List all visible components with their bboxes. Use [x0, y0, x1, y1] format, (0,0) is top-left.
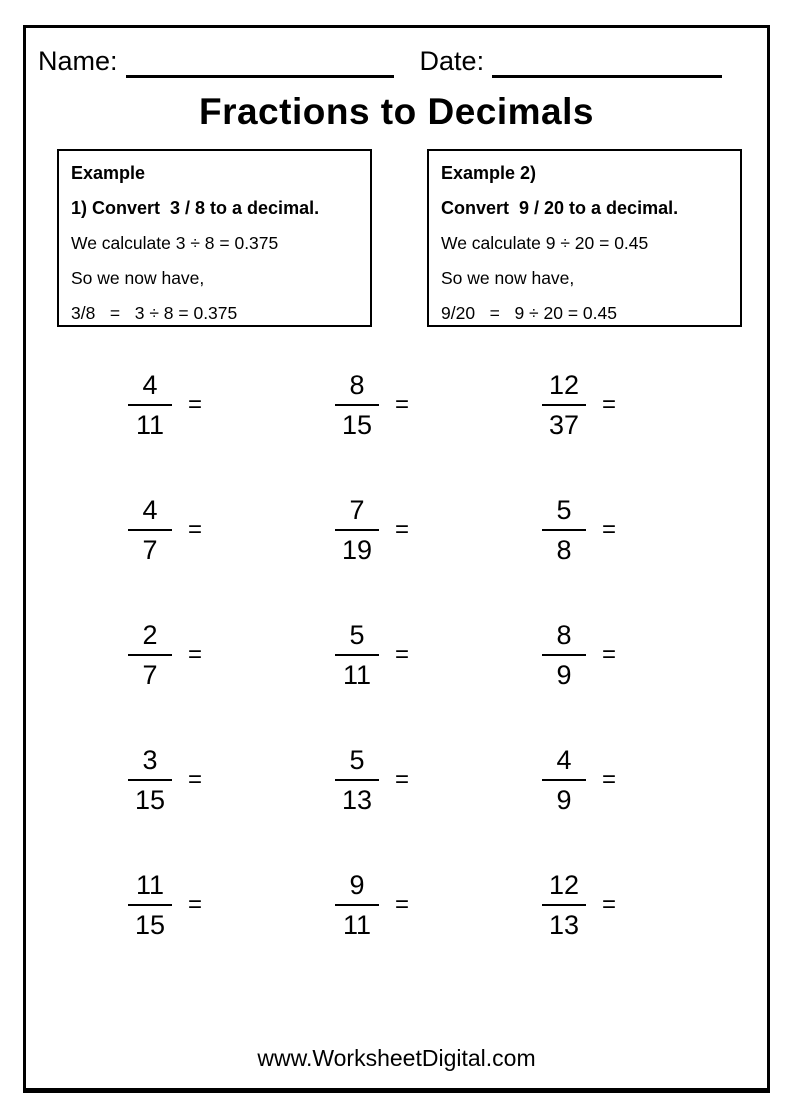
answer-space[interactable]: [616, 504, 679, 556]
example-1-transition: So we now have,: [71, 268, 205, 288]
fraction-denominator: 15: [341, 409, 373, 440]
fraction-denominator: 15: [134, 909, 166, 940]
fraction-denominator: 9: [556, 784, 572, 815]
problem-cell: [58, 592, 265, 717]
fraction-bar: [128, 654, 172, 656]
example-box-2: [427, 149, 742, 327]
fraction-numerator: 9: [349, 869, 365, 900]
fraction-numerator: 4: [556, 744, 572, 775]
example-1-calculation: We calculate 3 ÷ 8 = 0.375: [71, 233, 279, 253]
problem-cell: [58, 842, 265, 967]
fraction: [335, 370, 379, 440]
fraction: [542, 620, 586, 690]
equals-sign: =: [188, 765, 203, 793]
example-box-1: [57, 149, 372, 327]
fraction-bar: [335, 654, 379, 656]
equals-sign: =: [602, 515, 617, 543]
name-blank-line[interactable]: [126, 48, 394, 78]
examples-section: [57, 149, 742, 327]
fraction-denominator: 11: [342, 909, 372, 940]
example-1-heading: Example: [71, 163, 146, 183]
problem-cell: [472, 467, 679, 592]
fraction-numerator: 5: [349, 619, 365, 650]
fraction-numerator: 8: [349, 369, 365, 400]
answer-space[interactable]: [202, 504, 265, 556]
equals-sign: =: [602, 390, 617, 418]
example-2-calculation: We calculate 9 ÷ 20 = 0.45: [441, 233, 649, 253]
answer-space[interactable]: [616, 629, 679, 681]
equals-sign: =: [602, 765, 617, 793]
problem-cell: [265, 342, 472, 467]
date-blank-line[interactable]: [492, 48, 722, 78]
fraction-numerator: 5: [349, 744, 365, 775]
fraction-bar: [128, 904, 172, 906]
equals-sign: =: [395, 390, 410, 418]
fraction-bar: [542, 779, 586, 781]
answer-space[interactable]: [202, 629, 265, 681]
date-label: Date:: [419, 46, 485, 76]
problem-cell: [265, 842, 472, 967]
answer-space[interactable]: [409, 879, 472, 931]
example-2-result: 9/20 = 9 ÷ 20 = 0.45: [441, 303, 617, 323]
fraction-bar: [128, 529, 172, 531]
name-label: Name:: [38, 46, 118, 76]
equals-sign: =: [395, 890, 410, 918]
fraction-numerator: 12: [548, 869, 580, 900]
equals-sign: =: [188, 640, 203, 668]
equals-sign: =: [188, 515, 203, 543]
problem-cell: [265, 592, 472, 717]
answer-space[interactable]: [202, 379, 265, 431]
answer-space[interactable]: [202, 754, 265, 806]
fraction-numerator: 11: [135, 869, 165, 900]
problem-cell: [472, 842, 679, 967]
equals-sign: =: [395, 640, 410, 668]
equals-sign: =: [188, 390, 203, 418]
fraction-numerator: 12: [548, 369, 580, 400]
fraction-denominator: 11: [135, 409, 165, 440]
fraction: [542, 370, 586, 440]
footer-url: www.WorksheetDigital.com: [257, 1045, 536, 1071]
fraction-bar: [542, 404, 586, 406]
problem-cell: [58, 342, 265, 467]
answer-space[interactable]: [616, 879, 679, 931]
fraction-denominator: 13: [548, 909, 580, 940]
fraction-numerator: 4: [142, 369, 158, 400]
answer-space[interactable]: [409, 629, 472, 681]
fraction-bar: [542, 654, 586, 656]
fraction: [335, 620, 379, 690]
fraction-numerator: 2: [142, 619, 158, 650]
fraction: [128, 370, 172, 440]
fraction: [128, 870, 172, 940]
problem-cell: [265, 467, 472, 592]
fraction-denominator: 19: [341, 534, 373, 565]
fraction-bar: [335, 779, 379, 781]
fraction-numerator: 5: [556, 494, 572, 525]
fraction-numerator: 4: [142, 494, 158, 525]
answer-space[interactable]: [409, 754, 472, 806]
fraction-denominator: 37: [548, 409, 580, 440]
fraction-denominator: 7: [142, 659, 158, 690]
fraction-bar: [335, 404, 379, 406]
equals-sign: =: [395, 765, 410, 793]
fraction: [128, 745, 172, 815]
example-2-transition: So we now have,: [441, 268, 575, 288]
fraction-bar: [335, 904, 379, 906]
fraction: [128, 620, 172, 690]
answer-space[interactable]: [616, 754, 679, 806]
answer-space[interactable]: [409, 504, 472, 556]
equals-sign: =: [602, 890, 617, 918]
problem-cell: [58, 717, 265, 842]
fraction-denominator: 15: [134, 784, 166, 815]
fraction-denominator: 13: [341, 784, 373, 815]
example-1-result: 3/8 = 3 ÷ 8 = 0.375: [71, 303, 238, 323]
header-row: [38, 44, 743, 78]
fraction-numerator: 3: [142, 744, 158, 775]
fraction-bar: [128, 404, 172, 406]
answer-space[interactable]: [202, 879, 265, 931]
example-1-problem: 1) Convert 3 / 8 to a decimal.: [71, 198, 320, 218]
problem-cell: [58, 467, 265, 592]
fraction: [335, 745, 379, 815]
fraction-denominator: 9: [556, 659, 572, 690]
problem-cell: [472, 592, 679, 717]
fraction: [335, 870, 379, 940]
problem-cell: [472, 717, 679, 842]
equals-sign: =: [188, 890, 203, 918]
fraction-bar: [335, 529, 379, 531]
fraction-denominator: 8: [556, 534, 572, 565]
fraction: [542, 870, 586, 940]
problem-cell: [265, 717, 472, 842]
fraction-bar: [542, 904, 586, 906]
example-2-heading: Example 2): [441, 163, 537, 183]
worksheet-title: Fractions to Decimals: [198, 91, 594, 132]
fraction-numerator: 8: [556, 619, 572, 650]
problem-cell: [472, 342, 679, 467]
fraction-bar: [542, 529, 586, 531]
equals-sign: =: [602, 640, 617, 668]
fraction: [128, 495, 172, 565]
fraction-denominator: 7: [142, 534, 158, 565]
answer-space[interactable]: [409, 379, 472, 431]
fraction-bar: [128, 779, 172, 781]
page-border: [23, 25, 770, 1093]
answer-space[interactable]: [616, 379, 679, 431]
fraction: [335, 495, 379, 565]
equals-sign: =: [395, 515, 410, 543]
fraction: [542, 745, 586, 815]
problems-grid: [58, 342, 767, 967]
fraction-numerator: 7: [349, 494, 365, 525]
fraction: [542, 495, 586, 565]
fraction-denominator: 11: [342, 659, 372, 690]
example-2-problem: Convert 9 / 20 to a decimal.: [441, 198, 679, 218]
